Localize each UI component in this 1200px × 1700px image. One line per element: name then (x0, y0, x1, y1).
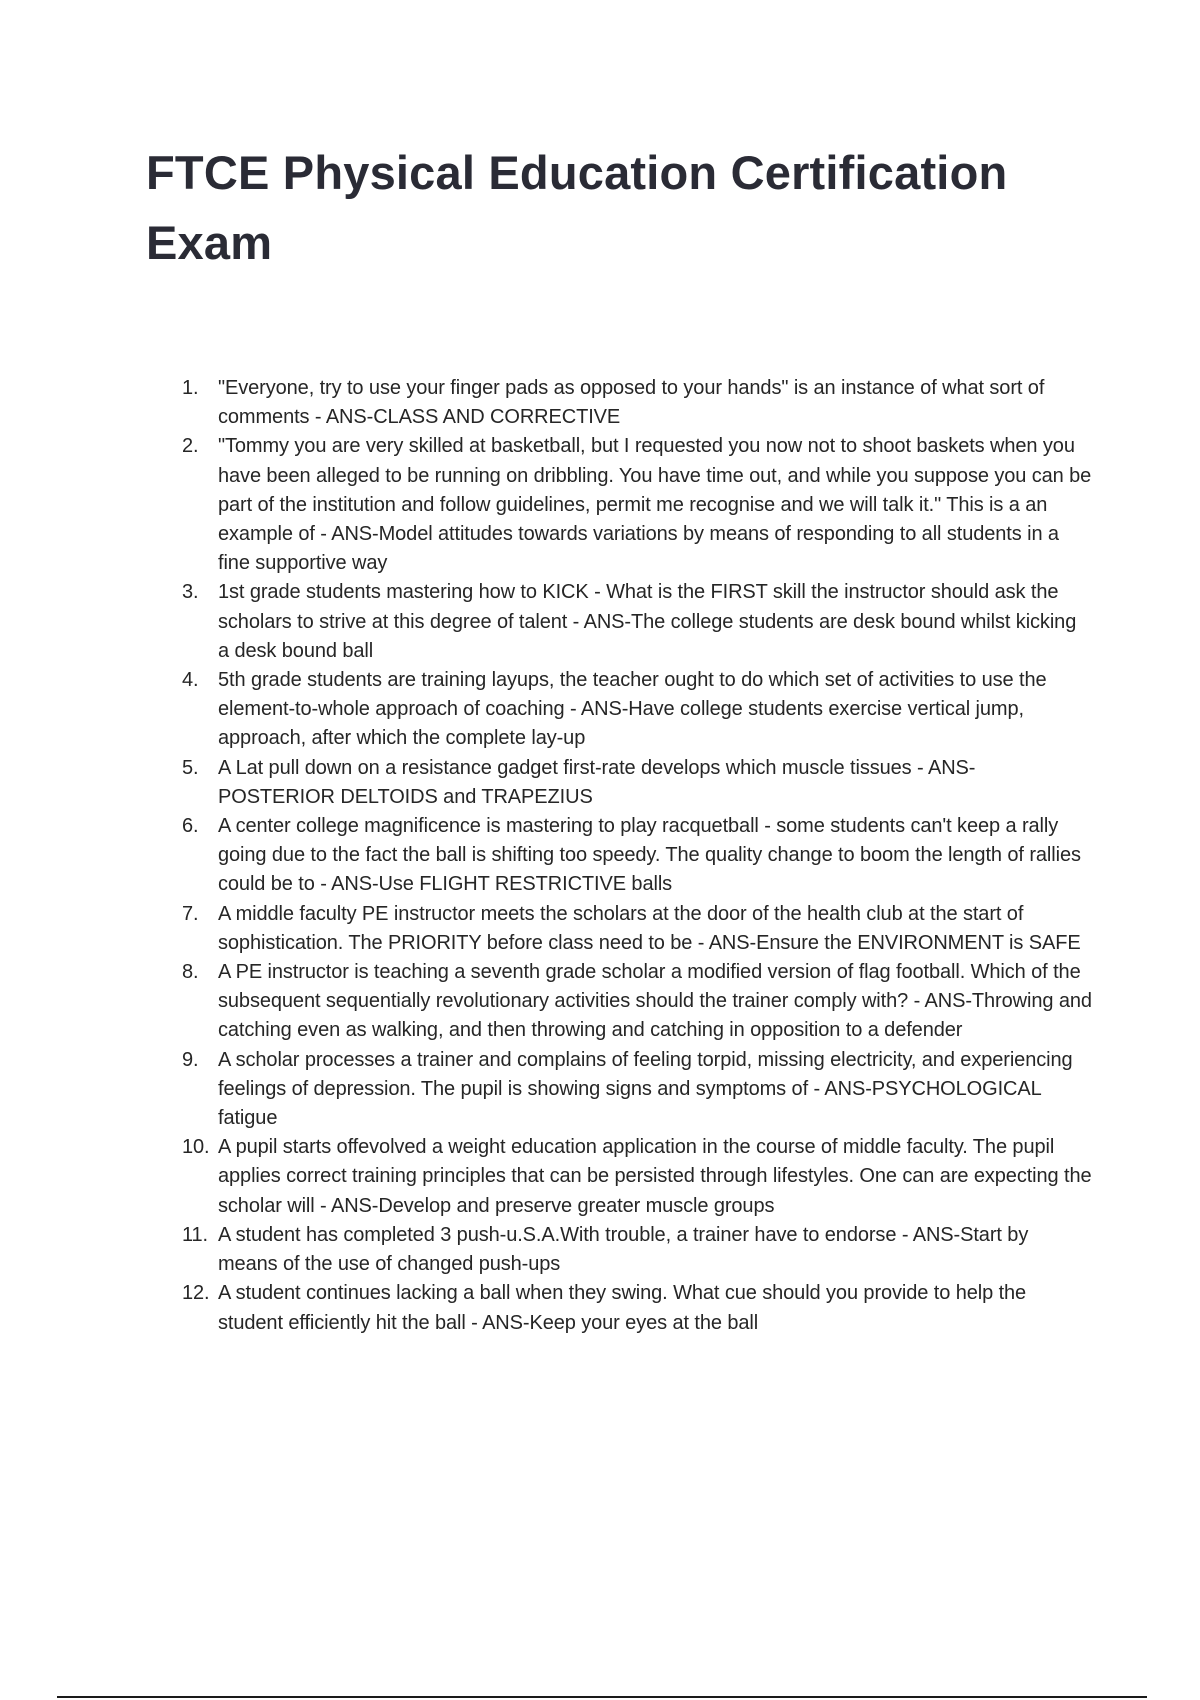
list-item (182, 958, 1092, 1046)
list-item (182, 1221, 1092, 1279)
list-item (182, 1046, 1092, 1134)
item-number: 12. (182, 1282, 210, 1305)
item-number: 5. (182, 756, 199, 779)
list-item (182, 900, 1092, 958)
item-number: 7. (182, 902, 199, 925)
list-item (182, 666, 1092, 754)
item-number: 8. (182, 961, 199, 984)
item-number: 4. (182, 669, 199, 692)
footer-divider (57, 1696, 1147, 1698)
item-number: 2. (182, 435, 199, 458)
item-text: A middle faculty PE instructor meets the scholars at the door of the health club at the start of sophistication. The PRIORITY before class need to be - ANS-Ensure the ENVIRONMENT is SAFE (218, 902, 1081, 954)
item-text: A Lat pull down on a resistance gadget first-rate develops which muscle tissues - ANS-POSTERIOR DELTOIDS and TRAPEZIUS (218, 756, 976, 808)
item-text: A scholar processes a trainer and complains of feeling torpid, missing electricity, and experiencing feelings of depression. The pupil is showing signs and symptoms of - ANS-PSYCHOLOGICAL fatigue (218, 1048, 1073, 1130)
list-item (182, 754, 1092, 812)
item-text: A student continues lacking a ball when they swing. What cue should you provide to help the student efficiently hit the ball - ANS-Keep your eyes at the ball (218, 1282, 1027, 1334)
item-number: 10. (182, 1136, 210, 1159)
item-number: 11. (182, 1223, 209, 1246)
item-number: 1. (182, 377, 199, 399)
item-text: A student has completed 3 push-u.S.A.With trouble, a trainer have to endorse - ANS-Start by means of the use of changed push-ups (218, 1223, 1029, 1276)
item-text: A pupil starts offevolved a weight education application in the course of middle faculty. The pupil applies correct training principles that can be persisted through lifestyles. One can are expecting the scholar will - ANS-Develop and preserve greater muscle groups (218, 1136, 1092, 1217)
item-number: 6. (182, 815, 199, 838)
item-text: 1st grade students mastering how to KICK - What is the FIRST skill the instructor should ask the scholars to strive at this degree of talent - ANS-The college students are desk bound whilst kicking a desk bound ball (218, 581, 1077, 662)
page-title: FTCE Physical Education Certification Exam (146, 146, 1008, 269)
list-item (182, 1279, 1092, 1337)
item-text: A center college magnificence is mastering to play racquetball - some students can't keep a rally going due to the fact the ball is shifting too speedy. The quality change to boom the length of rallies could be to - ANS-Use FLIGHT RESTRICTIVE balls (218, 815, 1081, 896)
item-text: "Tommy you are very skilled at basketball, but I requested you now not to shoot baskets when you have been alleged to be running on dribbling. You have time out, and while you suppose you can be part of the institution and follow guidelines, permit me recognise and we will talk it." This is a an example of - ANS-Model attitudes towards variations by means of responding to all students in a fine supportive way (218, 435, 1092, 575)
item-number: 3. (182, 581, 199, 604)
item-text: A PE instructor is teaching a seventh grade scholar a modified version of flag football. Which of the subsequent sequentially revolutionary activities should the trainer comply with? - ANS-Throwing and catching even as walking, and then throwing and catching in opposition to a defender (218, 961, 1092, 1042)
list-item (182, 374, 1092, 432)
list-item (182, 812, 1092, 900)
question-answer-list (182, 374, 1092, 1338)
list-item (182, 432, 1092, 578)
item-text: "Everyone, try to use your finger pads as opposed to your hands" is an instance of what sort of comments - ANS-CLASS AND CORRECTIVE (218, 377, 1045, 429)
item-number: 9. (182, 1048, 199, 1071)
item-text: 5th grade students are training layups, the teacher ought to do which set of activities to use the element-to-whole approach of coaching - ANS-Have college students exercise vertical jump, approach, after which the complete lay-up (218, 669, 1047, 750)
list-item (182, 578, 1092, 666)
list-item (182, 1133, 1092, 1221)
